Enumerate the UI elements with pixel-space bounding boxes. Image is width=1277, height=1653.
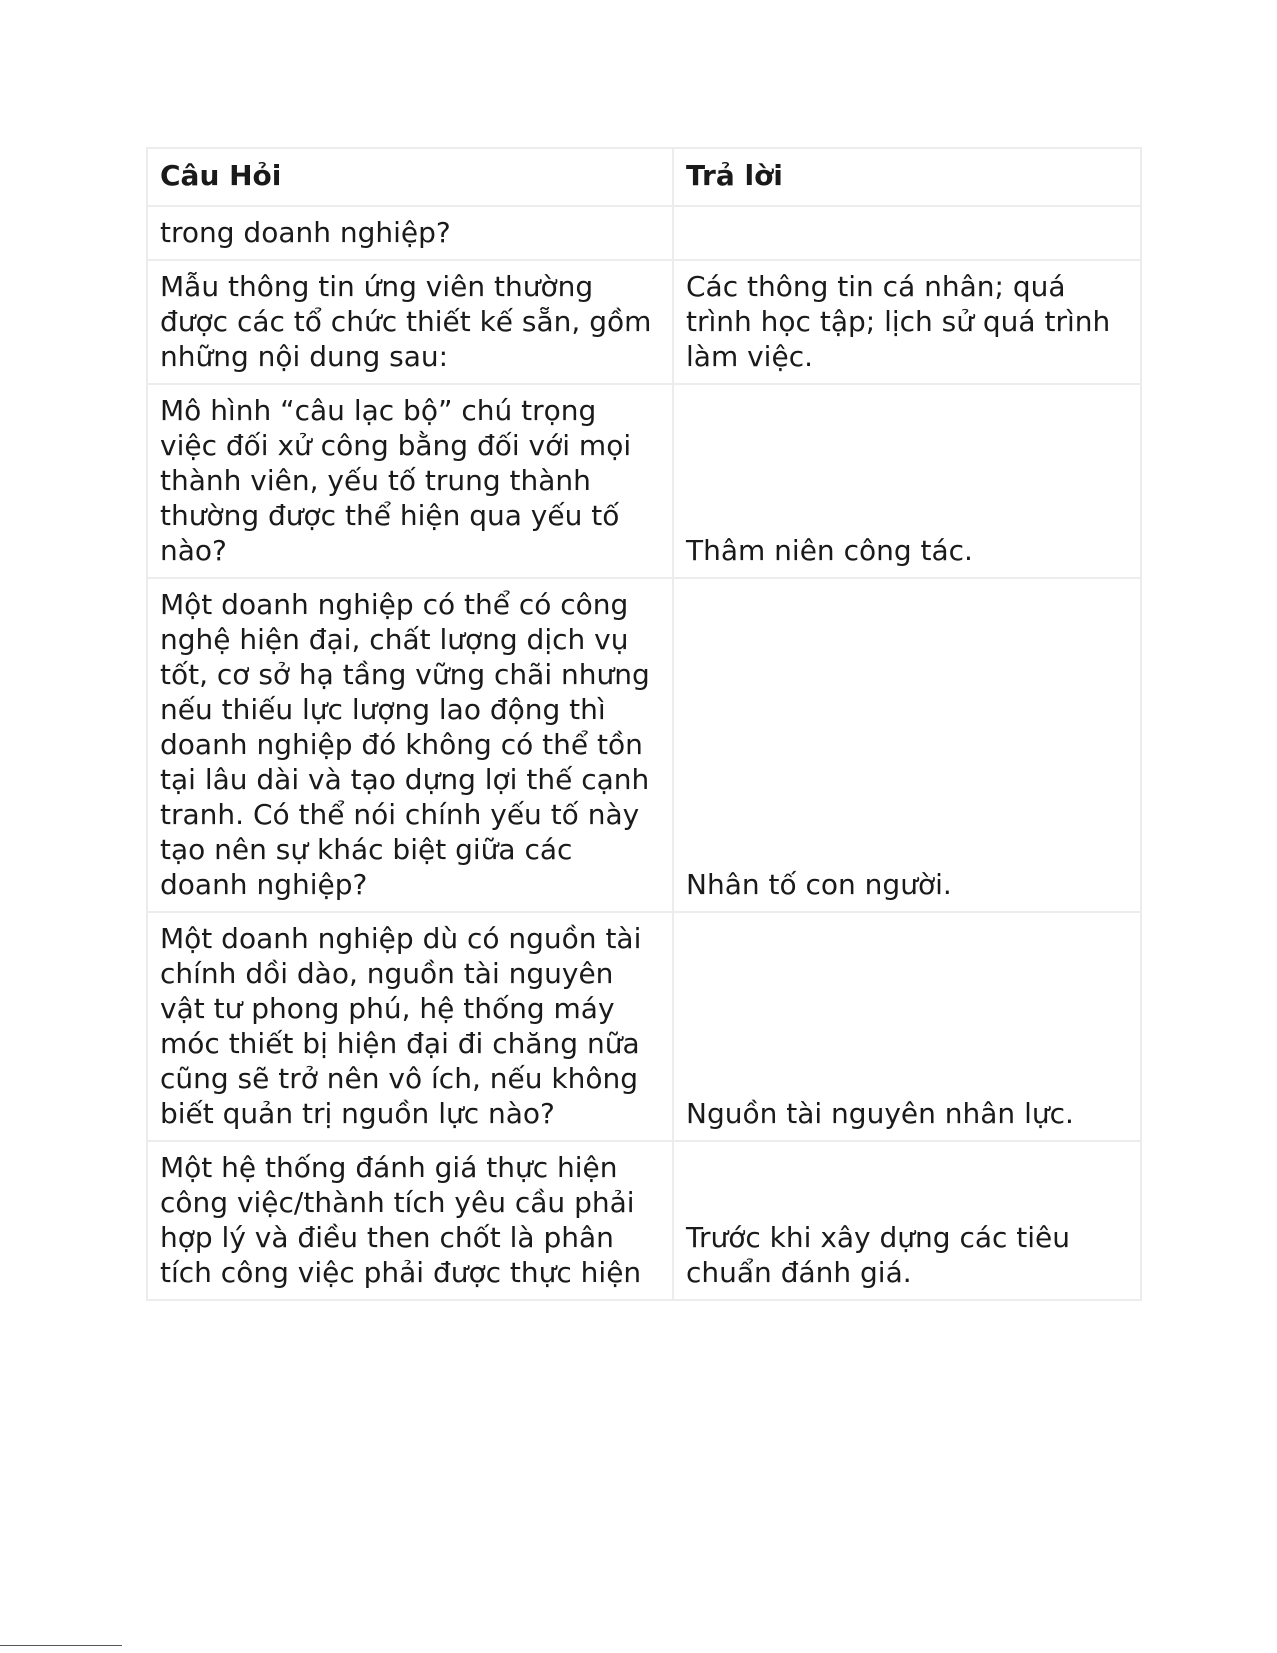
answer-cell: Thâm niên công tác. <box>673 384 1141 578</box>
question-cell: Một doanh nghiệp dù có nguồn tài chính dồi dào, nguồn tài nguyên vật tư phong phú, hệ thống máy móc thiết bị hiện đại đi chăng nữa cũng sẽ trở nên vô ích, nếu không biết quản trị nguồn lực nào? <box>147 912 673 1141</box>
question-cell: Một doanh nghiệp có thể có công nghệ hiện đại, chất lượng dịch vụ tốt, cơ sở hạ tầng vững chãi nhưng nếu thiếu lực lượng lao động thì doanh nghiệp đó không có thể tồn tại lâu dài và tạo dựng lợi thế cạnh tranh. Có thể nói chính yếu tố này tạo nên sự khác biệt giữa các doanh nghiệp? <box>147 578 673 912</box>
answer-cell: Trước khi xây dựng các tiêu chuẩn đánh giá. <box>673 1141 1141 1300</box>
question-cell: trong doanh nghiệp? <box>147 206 673 260</box>
table-row <box>147 384 1141 578</box>
table-row <box>147 578 1141 912</box>
answer-cell: Các thông tin cá nhân; quá trình học tập; lịch sử quá trình làm việc. <box>673 260 1141 384</box>
answer-cell: Nhân tố con người. <box>673 578 1141 912</box>
table-header-row <box>147 148 1141 206</box>
footnote-divider <box>0 1645 122 1646</box>
question-cell: Một hệ thống đánh giá thực hiện công việc/thành tích yêu cầu phải hợp lý và điều then chốt là phân tích công việc phải được thực hiện <box>147 1141 673 1300</box>
qa-table <box>146 147 1142 1301</box>
question-cell: Mô hình “câu lạc bộ” chú trọng việc đối xử công bằng đối với mọi thành viên, yếu tố trung thành thường được thể hiện qua yếu tố nào? <box>147 384 673 578</box>
table-row <box>147 206 1141 260</box>
answer-cell: Nguồn tài nguyên nhân lực. <box>673 912 1141 1141</box>
question-column-header: Câu Hỏi <box>147 148 673 206</box>
question-cell: Mẫu thông tin ứng viên thường được các tổ chức thiết kế sẵn, gồm những nội dung sau: <box>147 260 673 384</box>
table-row <box>147 1141 1141 1300</box>
answer-cell <box>673 206 1141 260</box>
answer-column-header: Trả lời <box>673 148 1141 206</box>
table-row <box>147 912 1141 1141</box>
table-row <box>147 260 1141 384</box>
